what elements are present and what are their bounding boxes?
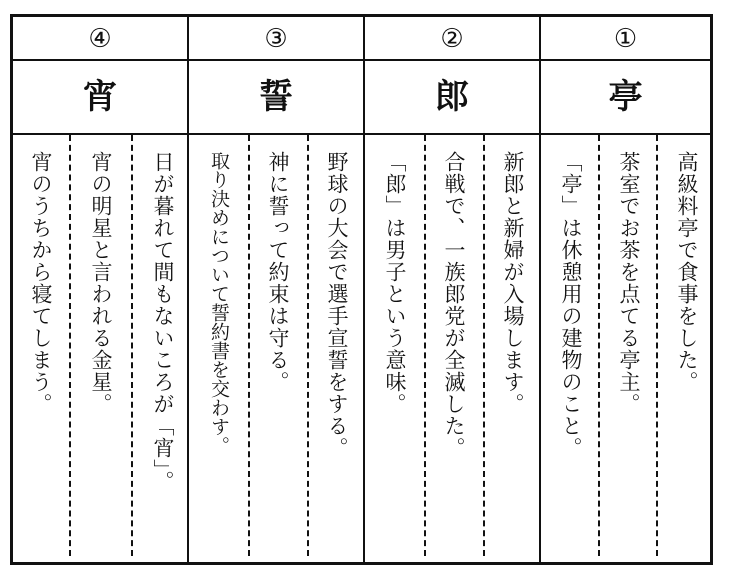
example-sentence: 「郎」は男子という意味。 xyxy=(383,151,407,415)
example-sentence: 野球の大会で選手宣誓をする。 xyxy=(325,151,349,459)
example-sentence: 新郎と新婦が入場します。 xyxy=(501,151,525,415)
example-sentence: 宵のうちから寝てしまう。 xyxy=(29,151,53,415)
column-kanji-3: 誓 xyxy=(259,77,293,117)
example-sentence: 「亭」は休憩用の建物のこと。 xyxy=(559,151,583,459)
column-number-1: ① xyxy=(613,24,638,54)
dashed-divider xyxy=(483,135,485,556)
example-sentence: 茶室でお茶を点てる亭主。 xyxy=(617,151,641,415)
dashed-divider xyxy=(424,135,426,556)
dashed-divider xyxy=(598,135,600,556)
dashed-divider xyxy=(131,135,133,556)
column-number-4: ④ xyxy=(88,24,112,54)
example-sentence: 宵の明星と言われる金星。 xyxy=(89,151,113,415)
example-sentence: 取り決めについて誓約書を交わす。 xyxy=(208,151,230,455)
column-kanji-4: 宵 xyxy=(83,77,117,117)
dashed-divider xyxy=(69,135,71,556)
example-sentence: 合戦で、一族郎党が全滅した。 xyxy=(442,151,466,459)
row-divider xyxy=(13,133,710,135)
column-kanji-1: 亭 xyxy=(608,77,643,117)
example-sentence: 神に誓って約束は守る。 xyxy=(266,151,290,393)
example-sentence: 日が暮れて間もないころが「宵」。 xyxy=(151,151,175,493)
column-number-3: ③ xyxy=(264,24,288,54)
dashed-divider xyxy=(248,135,250,556)
example-sentence: 高級料亭で食事をした。 xyxy=(675,151,699,393)
dashed-divider xyxy=(307,135,309,556)
kanji-worksheet-table xyxy=(10,14,713,565)
column-kanji-2: 郎 xyxy=(435,77,469,117)
dashed-divider xyxy=(656,135,658,556)
column-number-2: ② xyxy=(440,24,464,54)
